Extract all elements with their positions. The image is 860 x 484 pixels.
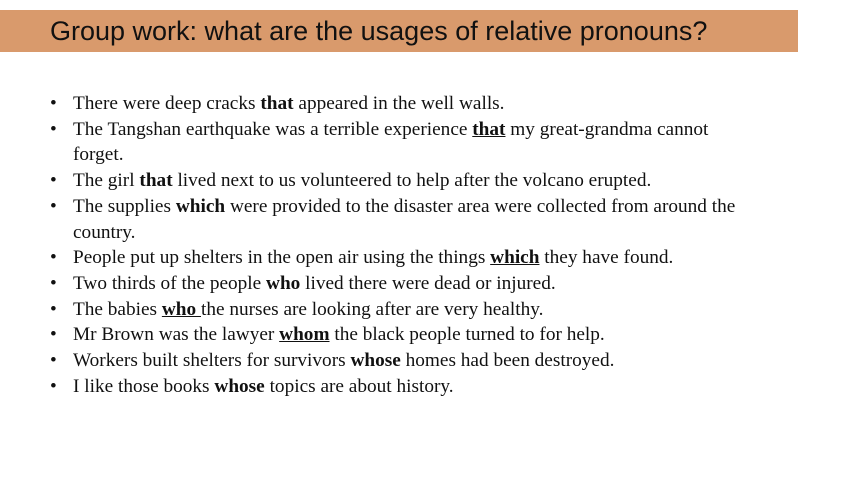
sentence-text: I like those books bbox=[73, 375, 215, 397]
sentence-text: topics are about history. bbox=[264, 375, 454, 397]
sentence-text: Mr Brown was the lawyer bbox=[73, 324, 280, 346]
list-item bbox=[50, 194, 750, 245]
example-sentence-list bbox=[50, 91, 750, 399]
sentence-text: Workers built shelters for survivors bbox=[73, 350, 351, 372]
list-item bbox=[50, 245, 750, 271]
relative-pronoun: that bbox=[139, 170, 173, 192]
sentence-text: lived next to us volunteered to help after the volcano erupted. bbox=[172, 170, 652, 192]
sentence-text: There were deep cracks bbox=[73, 93, 261, 114]
relative-pronoun: whom bbox=[279, 324, 330, 346]
list-item bbox=[50, 297, 750, 323]
sentence-text: The girl bbox=[73, 170, 140, 192]
list-item bbox=[50, 168, 750, 194]
relative-pronoun: that bbox=[472, 118, 506, 140]
sentence-text: People put up shelters in the open air using the things bbox=[73, 247, 491, 269]
list-item bbox=[50, 348, 750, 374]
sentence-text: The supplies bbox=[73, 195, 176, 217]
sentence-text: homes had been destroyed. bbox=[400, 350, 615, 372]
sentence-text: The Tangshan earthquake was a terrible experience bbox=[73, 118, 473, 140]
list-item bbox=[50, 374, 750, 400]
sentence-text: appeared in the well walls. bbox=[293, 93, 505, 114]
list-item bbox=[50, 117, 750, 168]
relative-pronoun: whose bbox=[350, 350, 401, 372]
sentence-text: they have found. bbox=[539, 247, 674, 269]
sentence-text: lived there were dead or injured. bbox=[300, 272, 556, 294]
sentence-text: were provided to the disaster area were collected from around the country. bbox=[73, 195, 736, 243]
relative-pronoun: which bbox=[490, 247, 540, 269]
relative-pronoun: who bbox=[161, 298, 201, 320]
relative-pronoun: which bbox=[175, 195, 226, 217]
slide-title: Group work: what are the usages of relative pronouns? bbox=[50, 15, 708, 46]
sentence-text: the nurses are looking after are very healthy. bbox=[200, 298, 544, 320]
sentence-text: The babies bbox=[73, 298, 162, 320]
sentence-text: the black people turned to for help. bbox=[329, 324, 605, 346]
title-banner bbox=[0, 10, 798, 52]
relative-pronoun: that bbox=[260, 93, 294, 114]
list-item bbox=[50, 91, 750, 117]
relative-pronoun: whose bbox=[214, 375, 265, 397]
sentence-text: Two thirds of the people bbox=[73, 272, 267, 294]
relative-pronoun: who bbox=[266, 272, 301, 294]
list-item bbox=[50, 322, 750, 348]
sentence-text: my great-grandma cannot forget. bbox=[73, 118, 709, 166]
list-item bbox=[50, 271, 750, 297]
